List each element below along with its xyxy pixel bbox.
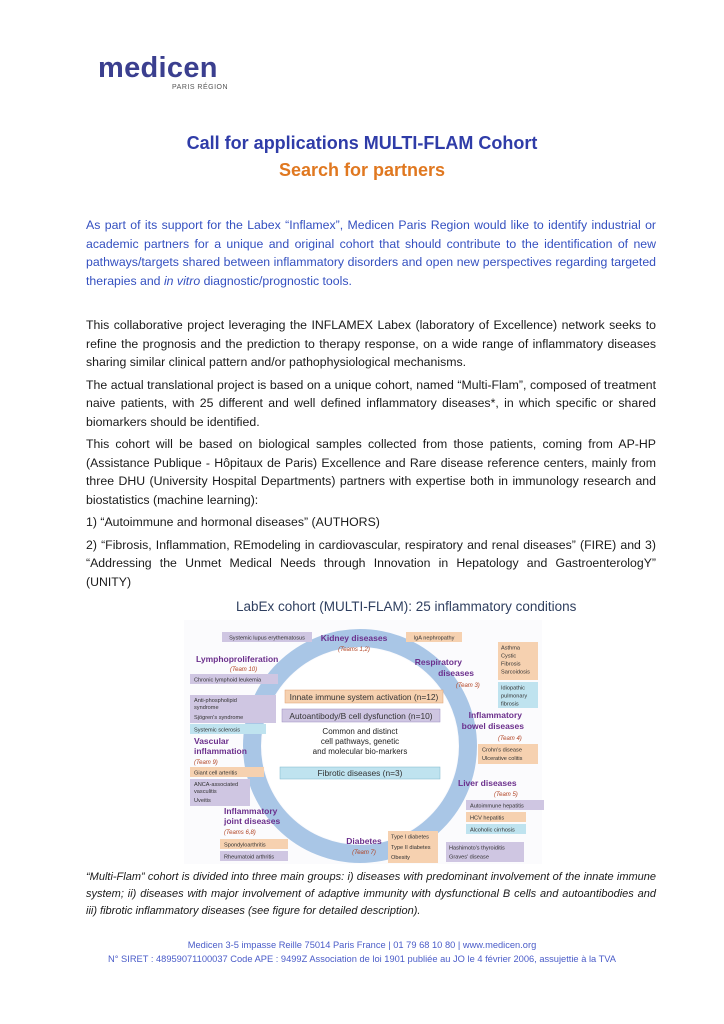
- resp-team: (Team 3): [456, 683, 480, 689]
- graves-label: Graves' disease: [449, 854, 489, 861]
- ra-label: Rheumatoid arthritis: [224, 854, 275, 861]
- crohn-label: Crohn's disease: [482, 747, 522, 754]
- vascular-label-1: Vascular: [194, 736, 229, 746]
- footer-legal: N° SIRET : 48959071100037 Code APE : 9499Z Association de loi 1901 publiée au JO le 4 février 2006, assujettie à la TVA: [108, 954, 616, 964]
- sjogren-label: Sjögren's syndrome: [194, 715, 244, 721]
- anca-label-2: vasculitis: [194, 789, 217, 795]
- lympho-label: Lymphoproliferation: [196, 654, 279, 664]
- aps-label-2: syndrome: [194, 705, 219, 711]
- innate-label: Innate immune system activation (n=12): [289, 692, 439, 702]
- asthma-label: Asthma: [501, 645, 520, 652]
- page-title: Call for applications MULTI-FLAM Cohort: [186, 133, 538, 153]
- t2d-label: Type II diabetes: [391, 845, 431, 851]
- joint-team: (Teams 6,8): [224, 830, 256, 836]
- common-line-1: Common and distinct: [322, 727, 398, 736]
- anca-label-1: ANCA-associated: [194, 782, 239, 788]
- kidney-team: (Teams 1,2): [338, 647, 370, 653]
- hashi-label: Hashimoto's thyroiditis: [449, 845, 505, 852]
- resp-label-2: diseases: [438, 668, 474, 678]
- figure-caption: “Multi-Flam” cohort is divided into three main groups: i) diseases with predominant involvement of the innate immune system; ii) diseases with major involvement of adaptive immunity with dysfunctional B cells and autoantibodies and iii) fibrotic inflammatory diseases (see figure for detailed description).: [86, 871, 656, 917]
- paragraph: 1) “Autoimmune and hormonal diseases” (AUTHORS): [86, 515, 380, 529]
- paragraph: 2) “Fibrosis, Inflammation, REmodeling in cardiovascular, respiratory and renal diseases” (FIRE) and 3) “Addressing the Unmet Medical Needs through Innovation in Hepatology and GastroenterologY” (UNITY): [86, 537, 656, 589]
- hcv-label: HCV hepatitis: [470, 815, 505, 822]
- cohort-figure: [182, 618, 544, 866]
- ibd-label-1: Inflammatory: [468, 710, 522, 720]
- cystic-label: Cystic: [501, 653, 517, 660]
- diabetes-team: (Team 7): [352, 850, 376, 856]
- liver-team: (Team 5): [494, 792, 518, 798]
- ipf-label-3: fibrosis: [501, 701, 519, 708]
- t1d-label: Type I diabetes: [391, 834, 429, 841]
- page-subtitle: Search for partners: [278, 160, 446, 180]
- paragraph: This collaborative project leveraging the INFLAMEX Labex (laboratory of Excellence) network seeks to refine the prognosis and the prediction to therapy response, on a wide range of inflammatory diseases sharing similar clinical pattern and/or pathophysiological mechanisms.: [86, 318, 656, 369]
- intro-text-end: diagnostic/prognostic tools.: [200, 273, 352, 288]
- ssc-label: Systemic sclerosis: [194, 727, 241, 734]
- uc-label: Ulcerative colitis: [482, 756, 523, 762]
- body-text: [86, 316, 656, 595]
- obesity-label: Obesity: [391, 855, 410, 861]
- logo-subtitle: PARIS RÉGION: [172, 84, 229, 91]
- aps-label-1: Anti-phospholipid: [194, 698, 237, 704]
- joint-label-2: joint diseases: [224, 816, 281, 826]
- common-line-2: cell pathways, genetic: [320, 737, 400, 746]
- cll-label: Chronic lymphoid leukemia: [194, 677, 262, 684]
- liver-label: Liver diseases: [458, 778, 517, 788]
- intro-italic: in vitro: [163, 273, 201, 288]
- intro-paragraph: [86, 216, 656, 290]
- fibrosis-label: Fibrosis: [501, 661, 521, 668]
- ibd-team: (Team 4): [498, 736, 522, 742]
- sarcoid-label: Sarcoidosis: [501, 669, 530, 676]
- autoantibody-label: Autoantibody/B cell dysfunction (n=10): [289, 711, 433, 721]
- ibd-label-2: bowel diseases: [461, 721, 524, 731]
- footer-address: Medicen 3-5 impasse Reille 75014 Paris France | 01 79 68 10 80 | www.medicen.org: [187, 940, 537, 950]
- vascular-label-2: inflammation: [194, 746, 247, 756]
- spondy-label: Spondyloarthritis: [224, 842, 266, 849]
- gca-label: Giant cell arteritis: [194, 770, 238, 777]
- uveitis-label: Uveitis: [194, 798, 211, 804]
- ipf-label-2: pulmonary: [501, 693, 528, 700]
- joint-label-1: Inflammatory: [224, 806, 278, 816]
- resp-label-1: Respiratory: [414, 657, 462, 667]
- diabetes-label: Diabetes: [346, 836, 382, 846]
- ipf-label-1: Idiopathic: [501, 685, 525, 692]
- lympho-team: (Team 10): [230, 667, 258, 673]
- vascular-team: (Team 9): [194, 760, 218, 766]
- alc-label: Alcoholic cirrhosis: [470, 827, 515, 834]
- sle-label: Systemic lupus erythematosus: [229, 635, 305, 642]
- kidney-label: Kidney diseases: [320, 633, 388, 643]
- paragraph: The actual translational project is based on a unique cohort, named “Multi-Flam”, composed of treatment naive patients, with 25 different and well defined inflammatory diseases*, in which specific or shared biomarkers should be identified.: [86, 377, 656, 429]
- ring-center: [262, 648, 458, 844]
- common-line-3: and molecular bio-markers: [312, 747, 408, 756]
- medicen-logo: medicen: [98, 52, 218, 84]
- iga-label: IgA nephropathy: [413, 635, 455, 642]
- paragraph: This cohort will be based on biological samples collected from those patients, coming from AP-HP (Assistance Publique - Hôpitaux de Paris) Excellence and Rare disease reference centers, mainly from three DHU (University Hospital Departments) partners with expertise both in immunology research and biostatistics (machine learning):: [86, 437, 656, 507]
- intro-text: As part of its support for the Labex “Inflamex”, Medicen Paris Region would like to identify industrial or academic partners for a unique and original cohort that should contribute to the identification of new pathways/targets shared between inflammatory disorders and open new perspectives regarding targeted therapies and: [86, 218, 656, 288]
- figure-title: LabEx cohort (MULTI-FLAM): 25 inflammatory conditions: [236, 599, 577, 614]
- aih-label: Autoimmune hepatitis: [470, 803, 524, 810]
- fibrotic-label: Fibrotic diseases (n=3): [317, 768, 403, 778]
